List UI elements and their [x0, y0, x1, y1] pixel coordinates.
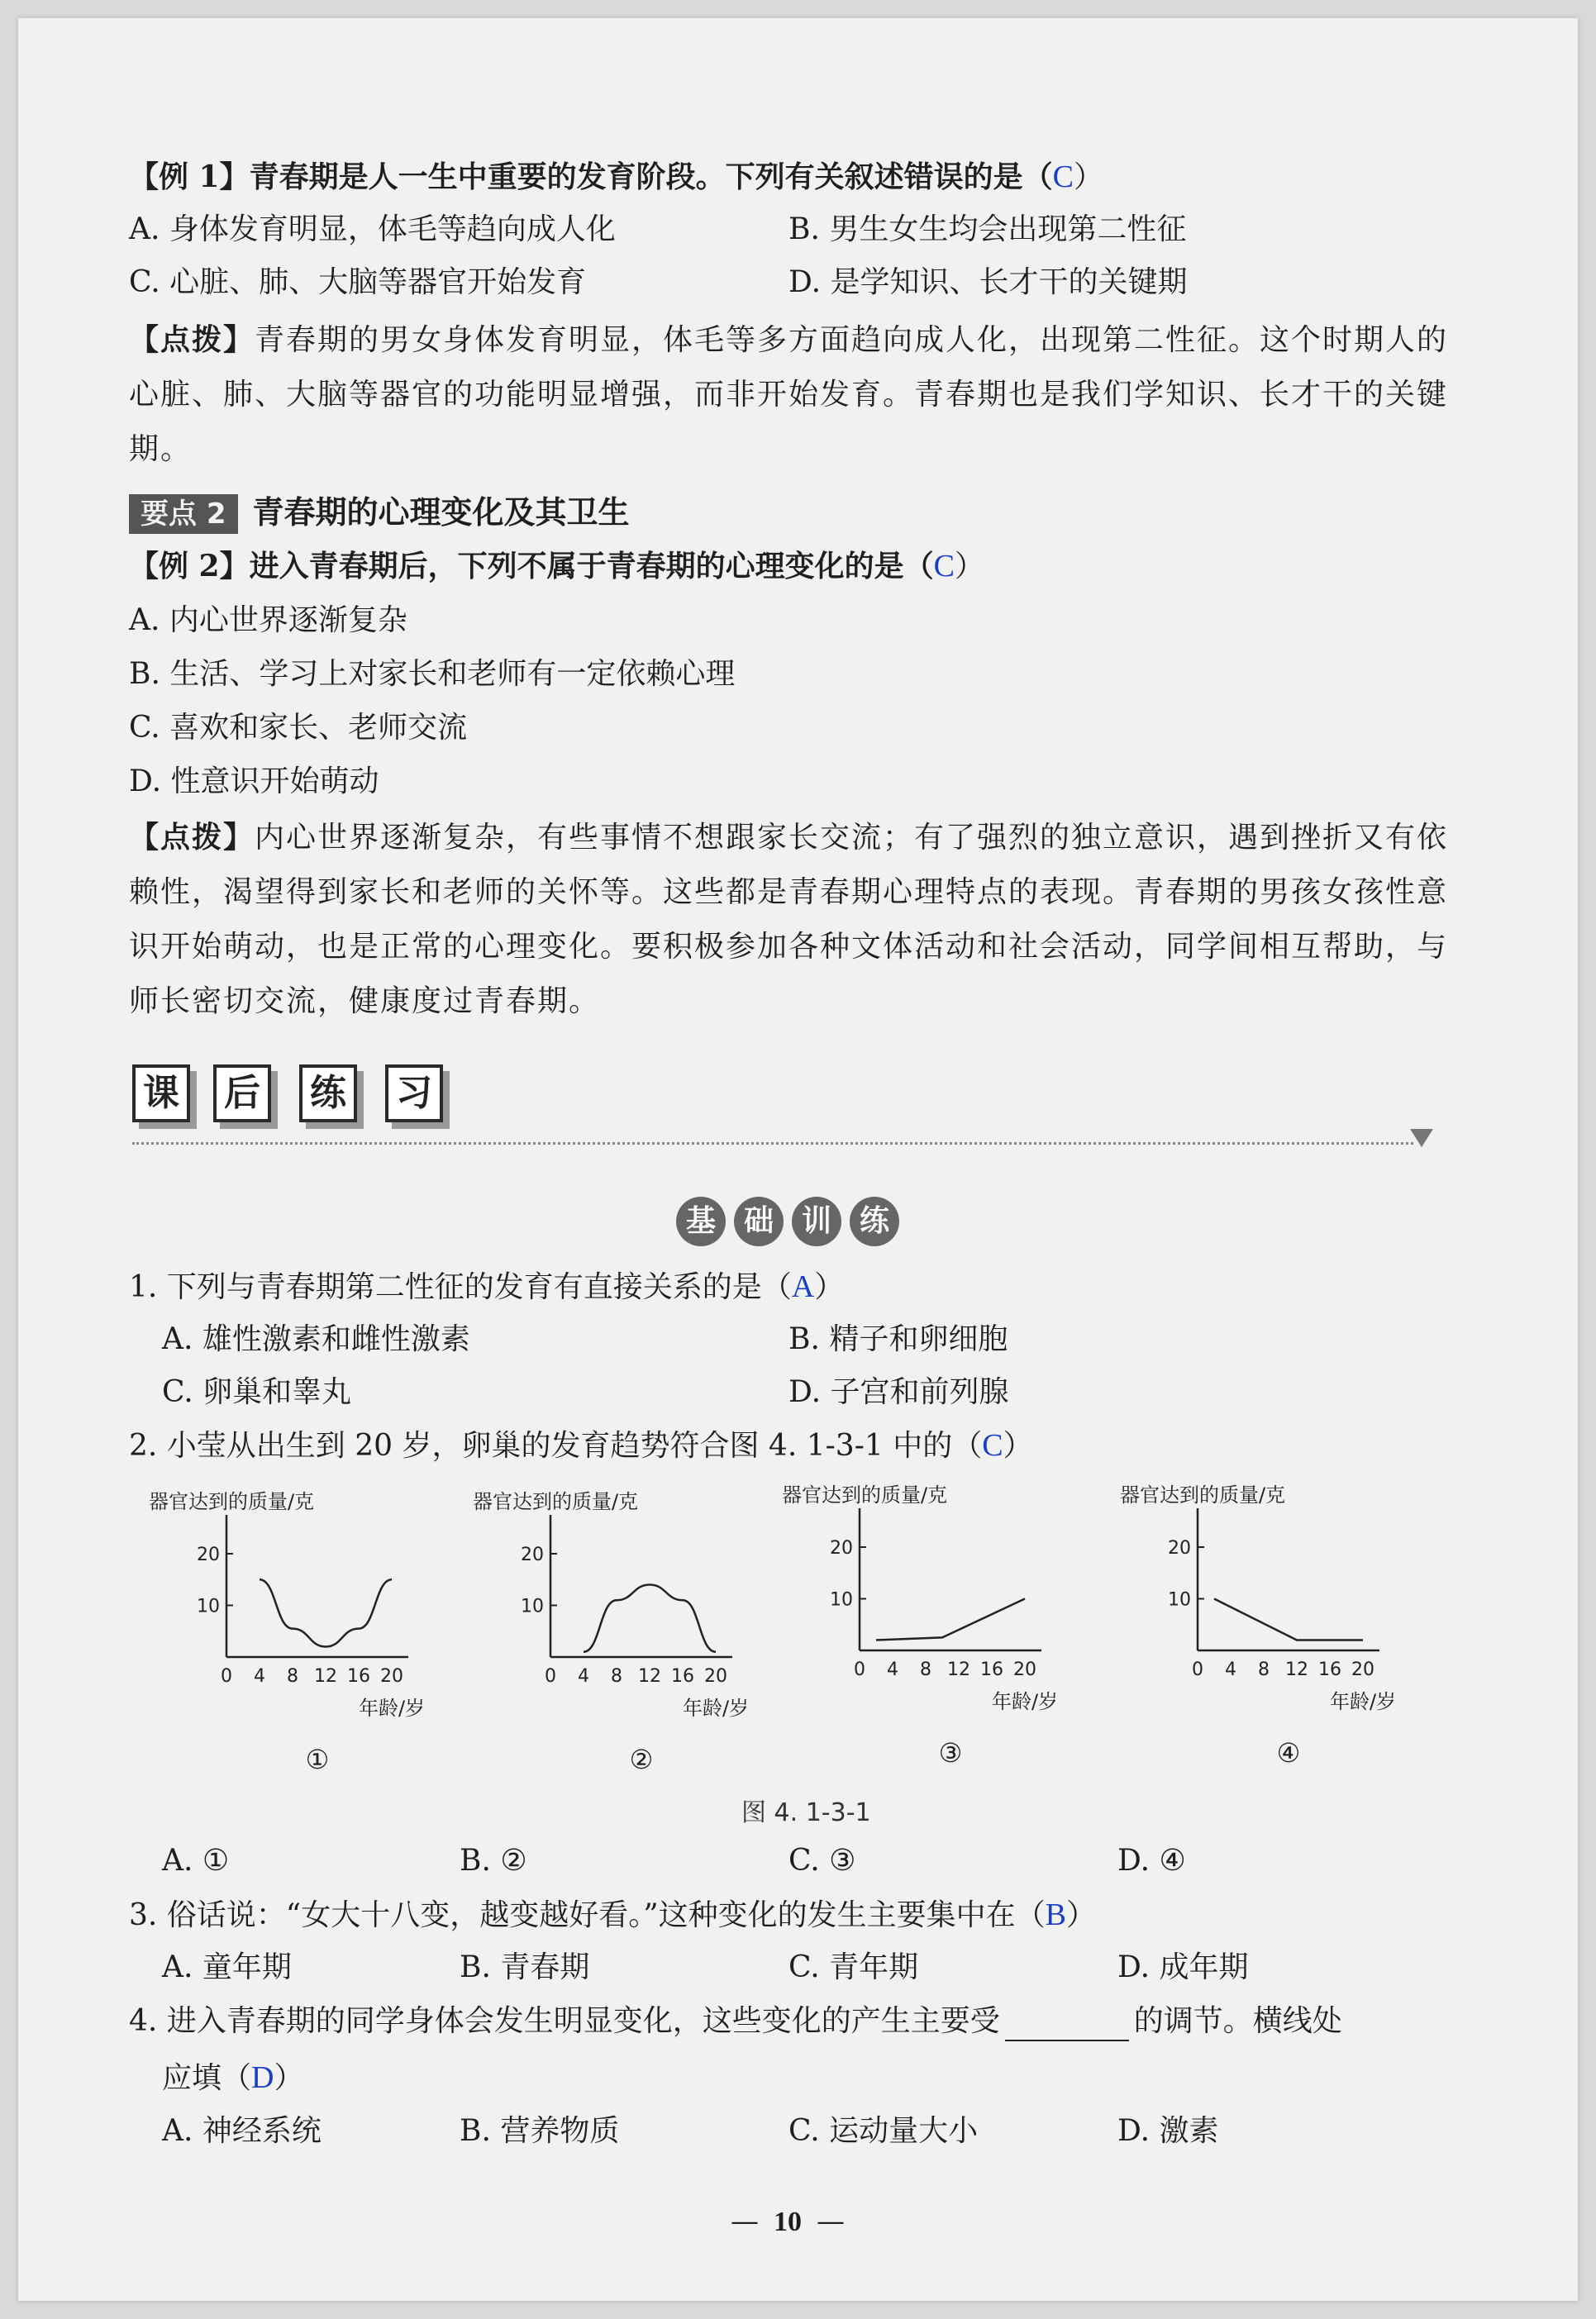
example1-option-b: B. 男生女生均会出现第二性征: [788, 212, 1187, 246]
chart4-x-tick-label-2: 8: [1258, 1659, 1270, 1680]
example1-tip-label: 【点拨】: [129, 322, 255, 357]
question4-option-d: D. 激素: [1117, 2114, 1219, 2148]
example2-paren: ）: [954, 550, 984, 583]
question1-option-d: D. 子宫和前列腺: [788, 1375, 1009, 1409]
question2-text: 2. 小莹从出生到 20 岁，卵巢的发育趋势符合图 4. 1-3-1 中的（: [129, 1429, 983, 1463]
question2-option-a: A. ①: [162, 1844, 230, 1878]
example2-answer: C: [933, 549, 955, 583]
example2-option-a: A. 内心世界逐渐复杂: [129, 603, 407, 637]
example1-option-c: C. 心脏、肺、大脑等器官开始发育: [129, 265, 587, 299]
question4-blank: [1005, 2010, 1129, 2041]
figure-caption: 图 4. 1-3-1: [741, 1798, 871, 1827]
chart2-y-tick-label-0: 10: [521, 1596, 544, 1617]
section2-title: 青春期的心理变化及其卫生: [252, 494, 630, 531]
chart2-title: 器官达到的质量/克: [472, 1490, 639, 1513]
question4-option-a: A. 神经系统: [162, 2114, 322, 2148]
question1-option-c: C. 卵巢和睾丸: [162, 1375, 352, 1409]
question2-answer: C: [982, 1428, 1003, 1463]
practice-title-char-2: 后: [213, 1064, 271, 1122]
example1-option-a: A. 身体发育明显，体毛等趋向成人化: [129, 212, 616, 246]
example2-option-b: B. 生活、学习上对家长和老师有一定依赖心理: [129, 657, 736, 691]
chart3-x-tick-label-3: 12: [947, 1659, 970, 1680]
question2-option-d: D. ④: [1117, 1844, 1186, 1878]
chart4-x-tick-label-3: 12: [1285, 1659, 1308, 1680]
chart1-x-label: 年龄/岁: [358, 1697, 426, 1720]
chart3-title: 器官达到的质量/克: [781, 1483, 948, 1507]
question3-stem: [129, 1895, 1096, 1936]
chart4-y-tick-label-1: 20: [1168, 1538, 1191, 1559]
example1-stem: [129, 157, 1103, 198]
example1-tip: [129, 312, 1451, 477]
question1-stem: [129, 1267, 844, 1307]
question3-paren: ）: [1065, 1898, 1096, 1932]
chart4-panel-label: ④: [1276, 1737, 1301, 1769]
question3-option-b: B. 青春期: [460, 1950, 590, 1984]
basic-title-char-3: 训: [792, 1197, 841, 1246]
chart4-x-tick-label-5: 20: [1351, 1659, 1374, 1680]
question1-option-a: A. 雄性激素和雌性激素: [162, 1322, 470, 1356]
question4-option-c: C. 运动量大小: [788, 2114, 979, 2148]
chart1-x-tick-label-2: 8: [287, 1666, 298, 1687]
chart1-x-tick-label-0: 0: [221, 1666, 232, 1687]
question2-option-b: B. ②: [460, 1844, 527, 1878]
chart2-x-tick-label-5: 20: [704, 1666, 727, 1687]
triangle-marker-icon: [1410, 1129, 1433, 1147]
question4-paren: ）: [274, 2061, 304, 2095]
example1-tip-text: 青春期的男女身体发育明显，体毛等多方面趋向成人化，出现第二性征。这个时期人的心脏、肺、大脑等器官的功能明显增强，而非开始发育。青春期也是我们学知识、长才干的关键期。: [129, 323, 1449, 466]
chart1-y-tick-label-0: 10: [197, 1596, 220, 1617]
chart3-x-tick-label-2: 8: [920, 1659, 931, 1680]
chart3-y-tick-label-0: 10: [830, 1589, 853, 1611]
example1-question: 【例 1】青春期是人一生中重要的发育阶段。下列有关叙述错误的是（: [129, 160, 1053, 194]
question1-answer: A: [791, 1269, 815, 1304]
chart1-x-tick-label-5: 20: [380, 1666, 403, 1687]
chart2-x-tick-label-3: 12: [638, 1666, 661, 1687]
question1-paren: ）: [814, 1270, 845, 1304]
chart1-y-tick-label-1: 20: [197, 1545, 220, 1565]
chart1-x-tick-label-3: 12: [314, 1666, 337, 1687]
chart4-x-tick-label-1: 4: [1225, 1659, 1236, 1680]
chart1-x-tick-label-1: 4: [254, 1666, 265, 1687]
question3-text: 3. 俗话说：“女大十八变，越变越好看。”这种变化的发生主要集中在（: [129, 1898, 1046, 1932]
question3-option-c: C. 青年期: [788, 1950, 919, 1984]
chart4-x-tick-label-4: 16: [1318, 1659, 1341, 1680]
chart3-x-label: 年龄/岁: [991, 1690, 1059, 1713]
example2-option-c: C. 喜欢和家长、老师交流: [129, 711, 468, 745]
question1-text: 1. 下列与青春期第二性征的发育有直接关系的是（: [129, 1270, 792, 1304]
chart2-x-tick-label-0: 0: [545, 1666, 556, 1687]
section2-tag: 要点 2: [129, 494, 238, 534]
chart2-y-tick-label-1: 20: [521, 1545, 544, 1565]
chart2-x-tick-label-2: 8: [611, 1666, 622, 1687]
page-dash-right: —: [817, 2205, 845, 2238]
chart1-panel-label: ①: [305, 1744, 330, 1775]
question4-option-b: B. 营养物质: [460, 2114, 620, 2148]
practice-divider: [132, 1142, 1413, 1145]
question2-paren: ）: [1003, 1429, 1033, 1463]
example1-paren: ）: [1073, 160, 1103, 194]
question3-option-a: A. 童年期: [162, 1950, 292, 1984]
practice-title-char-4: 习: [385, 1064, 443, 1122]
question1-option-b: B. 精子和卵细胞: [788, 1322, 1008, 1356]
chart4-x-label: 年龄/岁: [1329, 1690, 1397, 1713]
chart3-x-tick-label-5: 20: [1013, 1659, 1036, 1680]
question4-text-end: 的调节。横线处: [1133, 2004, 1342, 2038]
practice-title-char-1: 课: [132, 1064, 190, 1122]
question4-text: 4. 进入青春期的同学身体会发生明显变化，这些变化的产生主要受: [129, 2004, 1000, 2038]
chart4-title: 器官达到的质量/克: [1119, 1483, 1286, 1507]
example2-option-d: D. 性意识开始萌动: [129, 764, 379, 798]
chart1-x-tick-label-4: 16: [347, 1666, 370, 1687]
example2-tip: [129, 810, 1451, 1029]
question4-text-line2: 应填（: [162, 2061, 252, 2095]
question2-stem: [129, 1426, 1033, 1466]
basic-title-char-1: 基: [676, 1197, 726, 1246]
chart3-y-tick-label-1: 20: [830, 1538, 853, 1559]
example2-question: 【例 2】进入青春期后，下列不属于青春期的心理变化的是（: [129, 549, 934, 583]
question3-answer: B: [1045, 1898, 1066, 1932]
chart2-panel-label: ②: [629, 1744, 654, 1775]
example1-answer: C: [1052, 160, 1074, 194]
question3-option-d: D. 成年期: [1117, 1950, 1249, 1984]
chart3-panel-label: ③: [938, 1737, 963, 1769]
chart2-x-label: 年龄/岁: [682, 1697, 750, 1720]
question4-answer: D: [251, 2060, 274, 2095]
chart4-y-tick-label-0: 10: [1168, 1589, 1191, 1611]
example1-option-d: D. 是学知识、长才干的关键期: [788, 265, 1188, 299]
chart3-x-tick-label-4: 16: [980, 1659, 1003, 1680]
example2-tip-text: 内心世界逐渐复杂，有些事情不想跟家长交流；有了强烈的独立意识，遇到挫折又有依赖性，渴望得到家长和老师的关怀等。这些都是青春期心理特点的表现。青春期的男孩女孩性意识开始萌动，也是正常的心理变化。要积极参加各种文体活动和社会活动，同学间相互帮助，与师长密切交流，健康度过青春期。: [129, 821, 1449, 1018]
question2-option-c: C. ③: [788, 1844, 856, 1878]
chart2-x-tick-label-4: 16: [671, 1666, 694, 1687]
page-dash-left: —: [731, 2205, 759, 2238]
chart3-x-tick-label-0: 0: [854, 1659, 865, 1680]
section2-header: [129, 487, 630, 534]
basic-title-char-4: 练: [850, 1197, 899, 1246]
practice-title-char-3: 练: [299, 1064, 357, 1122]
page-number: 10: [774, 2207, 802, 2237]
chart1-title: 器官达到的质量/克: [148, 1490, 315, 1513]
question4-stem-line2: [162, 2058, 303, 2098]
example2-stem: [129, 546, 984, 587]
chart4-x-tick-label-0: 0: [1192, 1659, 1203, 1680]
example2-tip-label: 【点拨】: [129, 820, 255, 855]
page-footer: [731, 2205, 845, 2239]
chart2-x-tick-label-1: 4: [578, 1666, 589, 1687]
basic-title-char-2: 础: [734, 1197, 784, 1246]
question4-stem-line1: [129, 2002, 1342, 2041]
chart3-x-tick-label-1: 4: [887, 1659, 898, 1680]
